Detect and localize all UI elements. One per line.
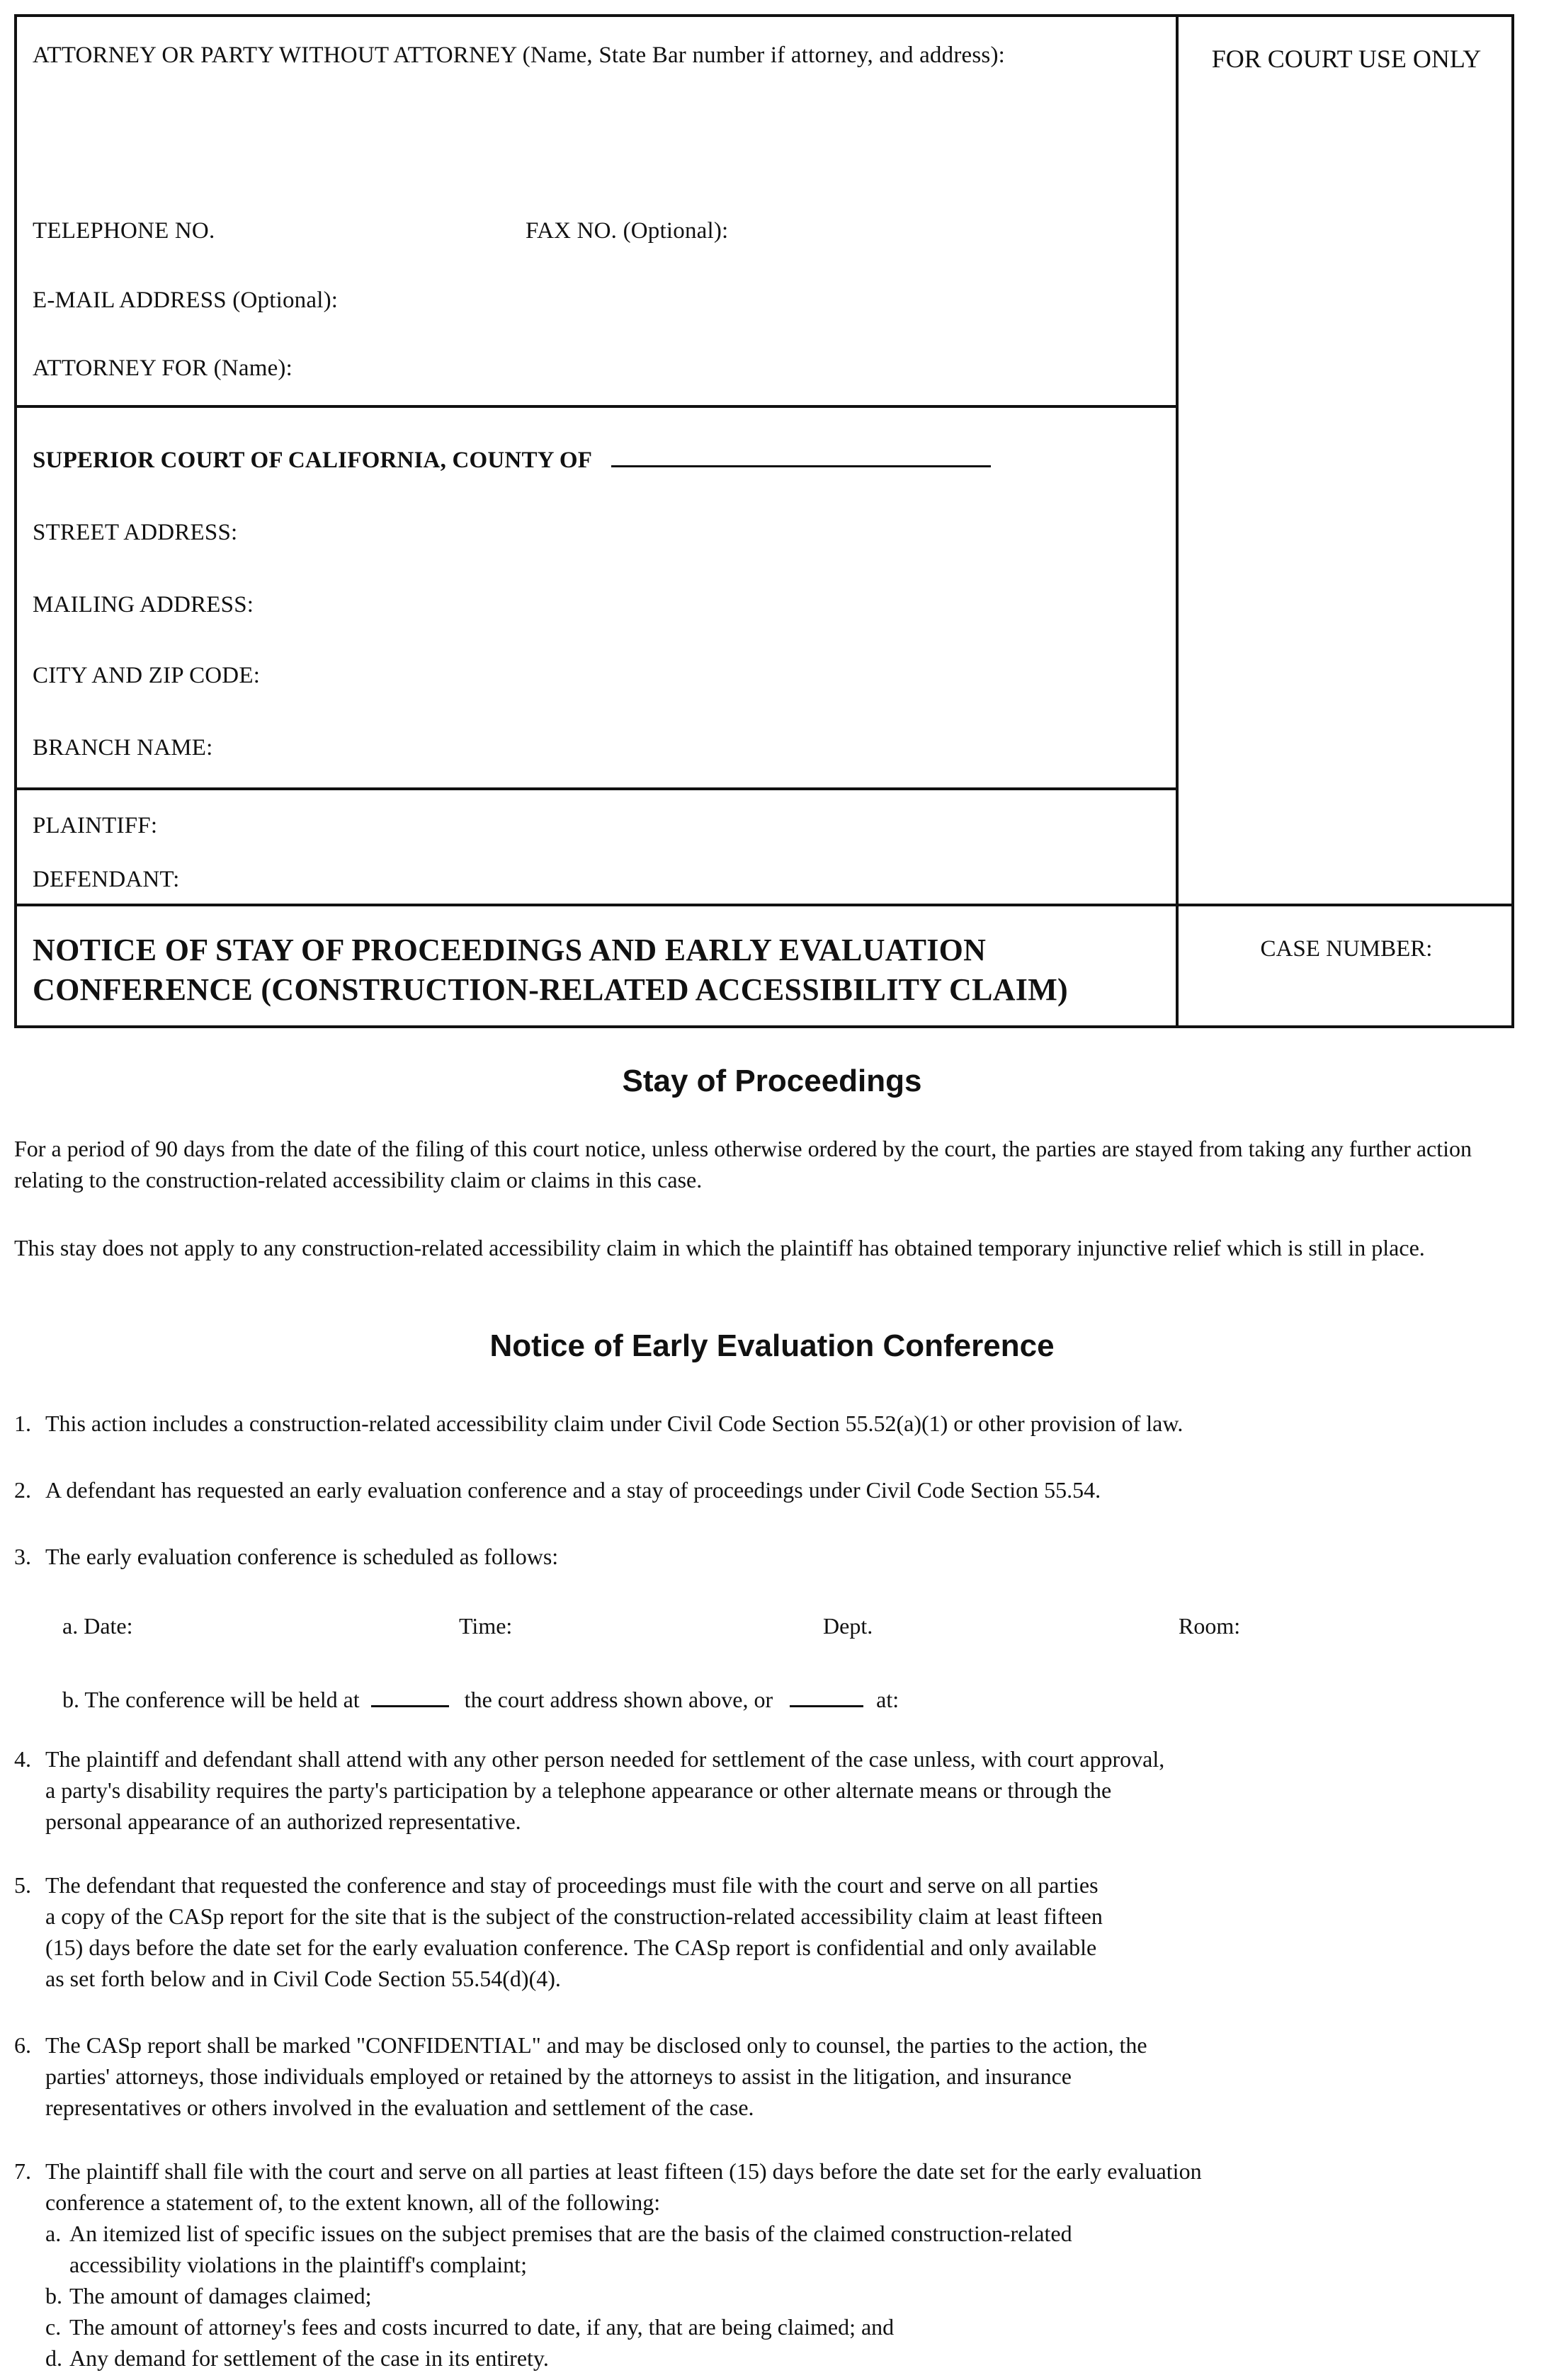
item-5-line-2: a copy of the CASp report for the site that is the subject of the construction-related accessibility claim at least fifteen	[45, 1903, 1103, 1929]
court-use-column-divider	[1176, 17, 1179, 1025]
court-address-blank	[371, 1705, 449, 1707]
item-3b-prefix: b. The conference will be held at	[62, 1687, 360, 1712]
other-location-blank	[790, 1705, 863, 1707]
item-7d-text: Any demand for settlement of the case in its entirety.	[69, 2345, 549, 2371]
county-blank-line	[611, 465, 991, 467]
item-7a-label: a.	[45, 2221, 62, 2246]
telephone-label: TELEPHONE NO.	[33, 218, 215, 244]
item-4-line-3: personal appearance of an authorized representative.	[45, 1809, 521, 1834]
item-3-number: 3.	[14, 1544, 31, 1569]
item-7d-label: d.	[45, 2345, 62, 2371]
item-3b-suffix: at:	[876, 1687, 899, 1712]
form-title-line-1: NOTICE OF STAY OF PROCEEDINGS AND EARLY EVALUATION	[33, 933, 987, 967]
item-4-number: 4.	[14, 1746, 31, 1772]
divider-court-parties	[17, 787, 1176, 790]
divider-attorney-court	[17, 405, 1176, 408]
plaintiff-label: PLAINTIFF:	[33, 813, 158, 838]
item-6-line-2: parties' attorneys, those individuals employed or retained by the attorneys to assist in the litigation, and insurance	[45, 2063, 1072, 2089]
item-3a-room-label: Room:	[1179, 1613, 1241, 1639]
attorney-label: ATTORNEY OR PARTY WITHOUT ATTORNEY (Name, State Bar number if attorney, and address):	[33, 42, 1006, 68]
stay-paragraph-1: For a period of 90 days from the date of the filing of this court notice, unless otherwise ordered by the court, the parties are stayed from taking any further action relating to the construction-related accessibility claim or claims in this case.	[14, 1136, 1472, 1192]
street-address-label: STREET ADDRESS:	[33, 520, 238, 545]
item-7-line-1: The plaintiff shall file with the court and serve on all parties at least fifteen (15) days before the date set for the early evaluation	[45, 2158, 1202, 2184]
stay-heading: Stay of Proceedings	[622, 1064, 922, 1098]
item-7b-text: The amount of damages claimed;	[69, 2283, 372, 2308]
form-title-line-2: CONFERENCE (CONSTRUCTION-RELATED ACCESSIBILITY CLAIM)	[33, 972, 1069, 1007]
item-1-number: 1.	[14, 1411, 31, 1436]
email-label: E-MAIL ADDRESS (Optional):	[33, 287, 339, 313]
stay-paragraph-2: This stay does not apply to any construction-related accessibility claim in which the plaintiff has obtained temporary injunctive relief which is still in place.	[14, 1235, 1425, 1260]
item-3a-date-label: a. Date:	[62, 1613, 133, 1639]
branch-name-label: BRANCH NAME:	[33, 735, 213, 761]
court-use-only-label: FOR COURT USE ONLY	[1211, 45, 1482, 73]
mailing-address-label: MAILING ADDRESS:	[33, 592, 254, 617]
item-6-line-3: representatives or others involved in the evaluation and settlement of the case.	[45, 2095, 754, 2120]
item-1-text: This action includes a construction-related accessibility claim under Civil Code Section 55.52(a)(1) or other provision of law.	[45, 1411, 1183, 1436]
item-3-text: The early evaluation conference is scheduled as follows:	[45, 1544, 559, 1569]
item-7c-text: The amount of attorney's fees and costs incurred to date, if any, that are being claimed; and	[69, 2314, 895, 2340]
item-2-number: 2.	[14, 1477, 31, 1503]
caption-box	[14, 14, 1514, 1028]
case-number-label: CASE NUMBER:	[1260, 936, 1433, 962]
item-3a-dept-label: Dept.	[823, 1613, 873, 1639]
item-3b-middle: the court address shown above, or	[464, 1687, 773, 1712]
conference-heading: Notice of Early Evaluation Conference	[489, 1328, 1055, 1363]
item-4-line-2: a party's disability requires the party's participation by a telephone appearance or other alternate means or through the	[45, 1777, 1112, 1803]
item-6-line-1: The CASp report shall be marked "CONFIDENTIAL" and may be disclosed only to counsel, the parties to the action, the	[45, 2032, 1147, 2058]
court-name-field	[33, 448, 991, 474]
court-name-label: SUPERIOR COURT OF CALIFORNIA, COUNTY OF	[33, 448, 591, 473]
item-7-number: 7.	[14, 2158, 31, 2184]
item-7a-line-1: An itemized list of specific issues on the subject premises that are the basis of the claimed construction-related	[69, 2221, 1072, 2246]
item-5-number: 5.	[14, 1872, 31, 1898]
item-5-line-3: (15) days before the date set for the early evaluation conference. The CASp report is confidential and only available	[45, 1935, 1097, 1960]
item-2-text: A defendant has requested an early evaluation conference and a stay of proceedings under Civil Code Section 55.54.	[45, 1477, 1101, 1503]
item-3b-location	[62, 1684, 899, 1715]
item-7b-label: b.	[45, 2283, 62, 2308]
divider-parties-title	[17, 904, 1511, 906]
item-7c-label: c.	[45, 2314, 62, 2340]
attorney-for-label: ATTORNEY FOR (Name):	[33, 355, 293, 381]
item-3a-time-label: Time:	[459, 1613, 513, 1639]
defendant-label: DEFENDANT:	[33, 867, 180, 892]
item-5-line-1: The defendant that requested the conference and stay of proceedings must file with the court and serve on all parties	[45, 1872, 1099, 1898]
fax-label: FAX NO. (Optional):	[526, 218, 729, 244]
item-5-line-4: as set forth below and in Civil Code Section 55.54(d)(4).	[45, 1966, 561, 1991]
item-7-line-2: conference a statement of, to the extent known, all of the following:	[45, 2190, 661, 2215]
item-4-line-1: The plaintiff and defendant shall attend with any other person needed for settlement of the case unless, with court approval,	[45, 1746, 1165, 1772]
city-zip-label: CITY AND ZIP CODE:	[33, 663, 261, 688]
item-6-number: 6.	[14, 2032, 31, 2058]
item-7a-line-2: accessibility violations in the plaintiff's complaint;	[69, 2252, 527, 2277]
form-title	[33, 930, 1068, 1010]
